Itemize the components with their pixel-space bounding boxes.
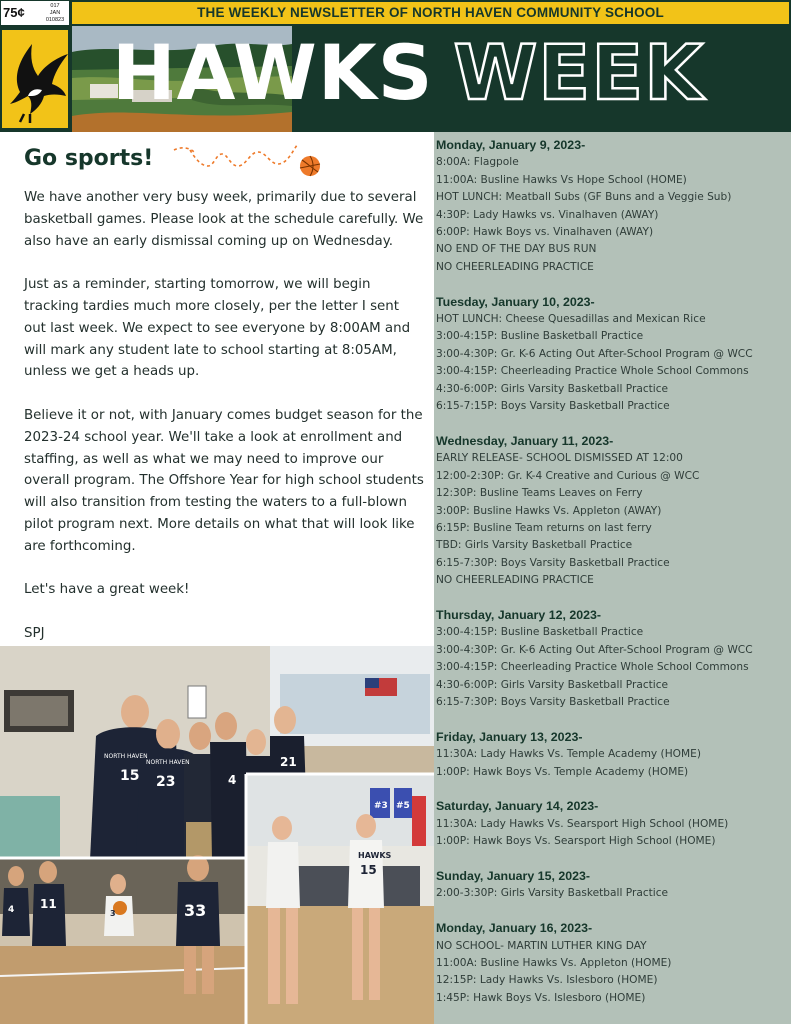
issue-info bbox=[41, 3, 69, 24]
schedule-event: 12:30P: Busline Teams Leaves on Ferry bbox=[436, 487, 643, 500]
schedule-event: EARLY RELEASE- SCHOOL DISMISSED AT 12:00 bbox=[436, 452, 683, 465]
schedule-event: 1:45P: Hawk Boys Vs. Islesboro (HOME) bbox=[436, 991, 646, 1004]
paragraph: Just as a reminder, starting tomorrow, we will begin tracking tardies much more closely, per the letter I sent out last week. We expect to see everyone by 8:00AM and will mark any student late to school starting at 8:05AM, unless we get a heads up. bbox=[24, 277, 411, 380]
schedule-event: 4:30P: Lady Hawks vs. Vinalhaven (AWAY) bbox=[436, 208, 659, 221]
schedule-event: 1:00P: Hawk Boys Vs. Searsport High School (HOME) bbox=[436, 835, 716, 848]
day-heading: Wednesday, January 11, 2023- bbox=[436, 433, 614, 448]
schedule-event: NO CHEERLEADING PRACTICE bbox=[436, 260, 594, 273]
schedule-event: 6:15-7:30P: Boys Varsity Basketball Practice bbox=[436, 556, 670, 569]
banner-number: #5 bbox=[396, 801, 410, 811]
schedule-event: 6:15-7:15P: Boys Varsity Basketball Practice bbox=[436, 400, 670, 413]
article-heading: Go sports! bbox=[24, 146, 154, 171]
issue-month: JAN bbox=[49, 10, 61, 16]
schedule-event: 11:30A: Lady Hawks Vs. Searsport High School (HOME) bbox=[436, 817, 729, 830]
hawk-icon bbox=[2, 30, 70, 130]
day-heading: Saturday, January 14, 2023- bbox=[436, 799, 599, 814]
schedule-day bbox=[436, 433, 791, 590]
schedule-event: 3:00-4:15P: Busline Basketball Practice bbox=[436, 626, 644, 639]
paragraph: We have another very busy week, primarily due to several basketball games. Please look at the schedule carefully. We also have an early dismissal coming up on Wednesday. bbox=[24, 190, 424, 249]
schedule-event: 11:00A: Busline Hawks Vs Hope School (HOME) bbox=[436, 173, 687, 186]
photo-collage bbox=[0, 646, 434, 1024]
jersey-number: 3 bbox=[110, 909, 116, 918]
jersey-text: NORTH HAVEN bbox=[104, 753, 148, 760]
banner-number: #3 bbox=[374, 801, 388, 811]
banner-text: THE WEEKLY NEWSLETTER OF NORTH HAVEN COMMUNITY SCHOOL bbox=[197, 5, 664, 20]
newsletter-banner bbox=[72, 2, 789, 24]
day-heading: Tuesday, January 10, 2023- bbox=[436, 294, 595, 309]
schedule-event: 3:00-4:15P: Cheerleading Practice Whole School Commons bbox=[436, 661, 749, 674]
school-logo bbox=[0, 28, 70, 130]
newsletter-title bbox=[112, 28, 705, 117]
jersey-number: 4 bbox=[228, 773, 237, 787]
schedule-event: 1:00P: Hawk Boys Vs. Temple Academy (HOME) bbox=[436, 765, 689, 778]
jersey-text: NORTH HAVEN bbox=[146, 759, 190, 766]
game-photo bbox=[0, 855, 246, 1024]
schedule-event: 11:00A: Busline Hawks Vs. Appleton (HOME) bbox=[436, 956, 672, 969]
schedule-day bbox=[436, 920, 791, 1007]
schedule-day bbox=[436, 607, 791, 711]
schedule-event: NO CHEERLEADING PRACTICE bbox=[436, 574, 594, 587]
jersey-number: 23 bbox=[156, 774, 176, 790]
schedule-event: 3:00-4:30P: Gr. K-6 Acting Out After-School Program @ WCC bbox=[436, 643, 753, 656]
day-heading: Monday, January 16, 2023- bbox=[436, 921, 593, 936]
jersey-number: 4 bbox=[8, 905, 15, 915]
title-week: WEEK bbox=[453, 28, 705, 117]
court-photo bbox=[246, 774, 434, 1024]
schedule-event: HOT LUNCH: Cheese Quesadillas and Mexican Rice bbox=[436, 313, 706, 326]
schedule-event: 3:00-4:30P: Gr. K-6 Acting Out After-School Program @ WCC bbox=[436, 347, 753, 360]
issue-date: 010823 bbox=[45, 17, 65, 23]
schedule-event: 6:15P: Busline Team returns on last ferry bbox=[436, 521, 652, 534]
weekly-schedule bbox=[434, 132, 791, 1024]
price-tag bbox=[0, 0, 70, 26]
schedule-event: 12:15P: Lady Hawks Vs. Islesboro (HOME) bbox=[436, 974, 658, 987]
signature: SPJ bbox=[24, 625, 45, 641]
jersey-text: HAWKS bbox=[358, 851, 392, 860]
schedule-event: 4:30-6:00P: Girls Varsity Basketball Practice bbox=[436, 678, 669, 691]
jersey-number: 11 bbox=[40, 897, 57, 911]
jersey-number: 33 bbox=[184, 901, 207, 920]
schedule-event: HOT LUNCH: Meatball Subs (GF Buns and a Veggie Sub) bbox=[436, 191, 732, 204]
day-heading: Monday, January 9, 2023- bbox=[436, 138, 586, 152]
paragraph: Believe it or not, with January comes budget season for the 2023-24 school year. We'll take a look at enrollment and staffing, as well as what we may need to improve our overall program. The Offshore Year for high school students will also transition from testing the waters to a full-blown pilot program next. More details on what that will look like are forthcoming. bbox=[24, 407, 424, 554]
schedule-event: 3:00-4:15P: Cheerleading Practice Whole School Commons bbox=[436, 365, 749, 378]
schedule-day bbox=[436, 137, 791, 276]
schedule-event: NO SCHOOL- MARTIN LUTHER KING DAY bbox=[436, 939, 647, 952]
schedule-event: 4:30-6:00P: Girls Varsity Basketball Practice bbox=[436, 382, 669, 395]
schedule-day bbox=[436, 798, 791, 850]
schedule-day bbox=[436, 868, 791, 903]
schedule-event: 2:00-3:30P: Girls Varsity Basketball Practice bbox=[436, 887, 669, 900]
schedule-event: 6:15-7:30P: Boys Varsity Basketball Practice bbox=[436, 695, 670, 708]
paragraph: Let's have a great week! bbox=[24, 582, 190, 598]
schedule-event: 3:00P: Busline Hawks Vs. Appleton (AWAY) bbox=[436, 504, 662, 517]
day-heading: Thursday, January 12, 2023- bbox=[436, 607, 602, 622]
jersey-number: 21 bbox=[280, 755, 297, 769]
jersey-number: 15 bbox=[360, 863, 377, 877]
schedule-event: 11:30A: Lady Hawks Vs. Temple Academy (HOME) bbox=[436, 748, 701, 761]
schedule-event: 6:00P: Hawk Boys vs. Vinalhaven (AWAY) bbox=[436, 226, 654, 239]
issue-number: 017 bbox=[50, 3, 60, 9]
day-heading: Sunday, January 15, 2023- bbox=[436, 868, 591, 883]
basketball-doodle-icon bbox=[170, 142, 326, 182]
schedule-event: 3:00-4:15P: Busline Basketball Practice bbox=[436, 330, 644, 343]
article-body bbox=[24, 187, 424, 667]
schedule-event: 12:00-2:30P: Gr. K-4 Creative and Curious @ WCC bbox=[436, 469, 700, 482]
schedule-event: 8:00A: Flagpole bbox=[436, 156, 519, 169]
schedule-day bbox=[436, 729, 791, 781]
schedule-event: NO END OF THE DAY BUS RUN bbox=[436, 243, 597, 256]
day-heading: Friday, January 13, 2023- bbox=[436, 729, 583, 744]
schedule-day bbox=[436, 294, 791, 416]
price-label: 75¢ bbox=[3, 5, 25, 20]
masthead bbox=[0, 0, 791, 132]
schedule-event: TBD: Girls Varsity Basketball Practice bbox=[436, 539, 633, 552]
title-hawks: HAWKS bbox=[112, 28, 434, 117]
jersey-number: 15 bbox=[120, 768, 140, 784]
